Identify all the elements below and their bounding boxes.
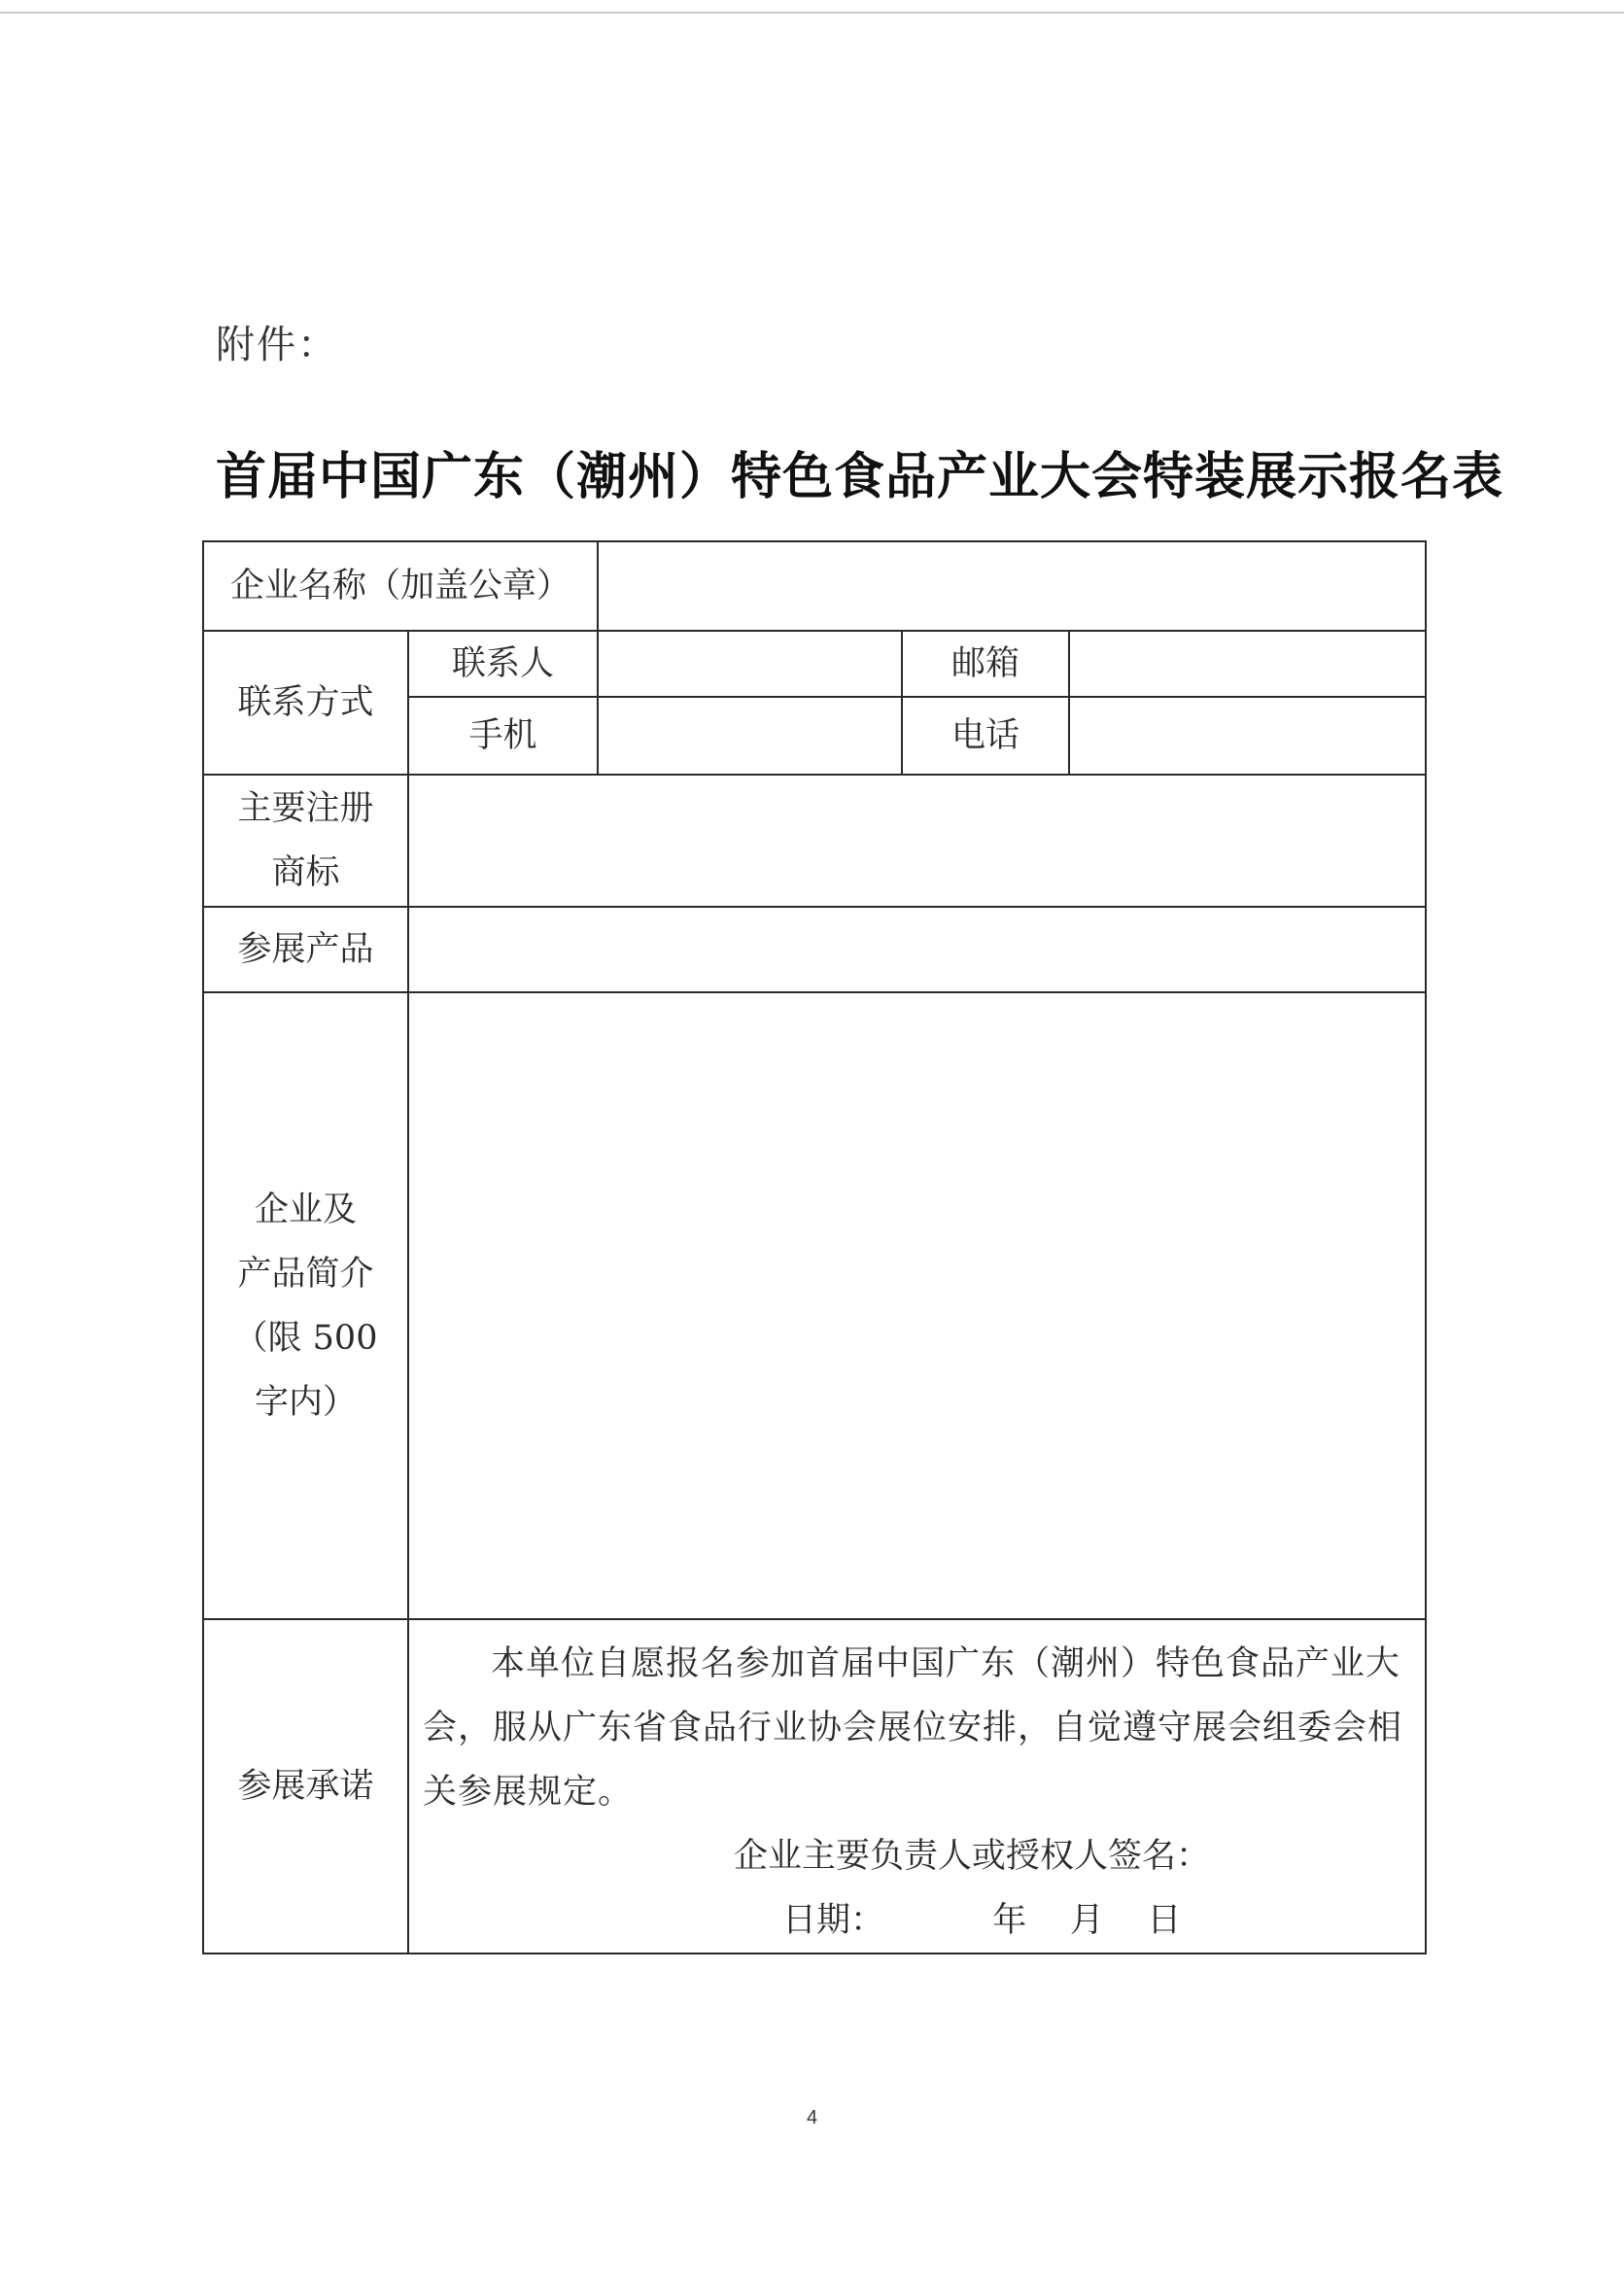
pledge-row bbox=[203, 1619, 1426, 1954]
pledge-text: 本单位自愿报名参加首届中国广东（潮州）特色食品产业大会，服从广东省食品行业协会展位安排，自觉遵守展会组委会相关参展规定。 bbox=[423, 1644, 1403, 1812]
phone-label: 电话 bbox=[902, 697, 1069, 775]
company-name-row bbox=[203, 541, 1426, 631]
intro-label-line2: 产品简介 bbox=[237, 1254, 374, 1294]
trademark-label-line1: 主要注册 bbox=[237, 789, 374, 828]
trademark-label bbox=[203, 775, 408, 907]
contact-person-field[interactable] bbox=[598, 631, 902, 697]
products-label: 参展产品 bbox=[203, 907, 408, 992]
products-field[interactable] bbox=[408, 907, 1426, 992]
page-number: 4 bbox=[806, 2107, 818, 2128]
attachment-label: 附件： bbox=[216, 323, 338, 367]
intro-label-line3: （限 500 bbox=[233, 1318, 378, 1358]
signature-label: 企业主要负责人或授权人签名： bbox=[734, 1837, 1211, 1876]
pledge-cell bbox=[408, 1619, 1426, 1954]
mobile-field[interactable] bbox=[598, 697, 902, 775]
top-edge-rule bbox=[0, 12, 1624, 14]
intro-field[interactable] bbox=[408, 992, 1426, 1619]
trademark-field[interactable] bbox=[408, 775, 1426, 907]
email-label: 邮箱 bbox=[902, 631, 1069, 697]
phone-field[interactable] bbox=[1069, 697, 1426, 775]
day-label: 日 bbox=[1147, 1901, 1182, 1940]
signature-line bbox=[423, 1824, 1411, 1888]
document-title: 首届中国广东（潮州）特色食品产业大会特装展示报名表 bbox=[216, 447, 1504, 506]
month-label: 月 bbox=[1069, 1901, 1104, 1940]
company-name-field[interactable] bbox=[598, 541, 1426, 631]
year-label: 年 bbox=[992, 1901, 1027, 1940]
email-field[interactable] bbox=[1069, 631, 1426, 697]
contact-person-label: 联系人 bbox=[408, 631, 598, 697]
products-row bbox=[203, 907, 1426, 992]
pledge-label: 参展承诺 bbox=[203, 1619, 408, 1954]
intro-row bbox=[203, 992, 1426, 1619]
trademark-row bbox=[203, 775, 1426, 907]
date-line bbox=[423, 1888, 1411, 1953]
contact-row-1 bbox=[203, 631, 1426, 697]
intro-label-line4: 字内） bbox=[254, 1382, 357, 1422]
trademark-label-line2: 商标 bbox=[271, 853, 340, 892]
mobile-label: 手机 bbox=[408, 697, 598, 775]
contact-section-label: 联系方式 bbox=[203, 631, 408, 775]
registration-form-table bbox=[202, 540, 1427, 1954]
intro-label bbox=[203, 992, 408, 1619]
company-name-label: 企业名称（加盖公章） bbox=[203, 541, 598, 631]
date-label: 日期： bbox=[782, 1901, 885, 1940]
intro-label-line1: 企业及 bbox=[254, 1190, 357, 1229]
